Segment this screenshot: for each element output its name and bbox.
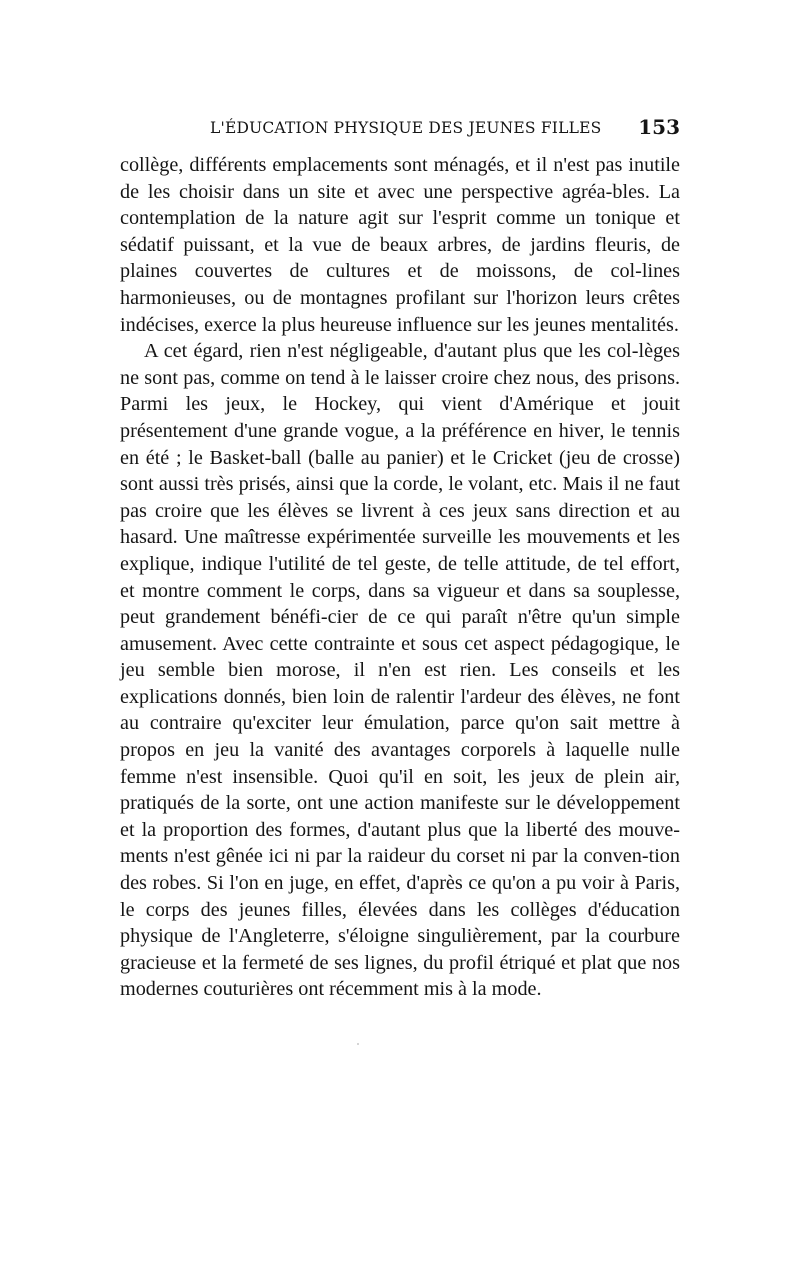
print-speck: [357, 1043, 359, 1045]
body-text: [120, 152, 680, 1003]
paragraph: A cet égard, rien n'est négligeable, d'autant plus que les col-lèges ne sont pas, comme on tend à le laisser croire chez nous, des prisons. Parmi les jeux, le Hockey, qui vient d'Amérique et jouit présentement d'une grande vogue, a la préférence en hiver, le tennis en été ; le Basket-ball (balle au panier) et le Cricket (jeu de crosse) sont aussi très prisés, ainsi que la corde, le volant, etc. Mais il ne faut pas croire que les élèves se livrent à ces jeux sans direction et au hasard. Une maîtresse expérimentée surveille les mouvements et les explique, indique l'utilité de tel geste, de telle attitude, de tel effort, et montre comment le corps, dans sa vigueur et dans sa souplesse, peut grandement bénéfi-cier de ce qui paraît n'être qu'un simple amusement. Avec cette contrainte et sous cet aspect pédagogique, le jeu semble bien morose, il n'en est rien. Les conseils et les explications donnés, bien loin de ralentir l'ardeur des élèves, ne font au contraire qu'exciter leur émulation, parce qu'on sait mettre à propos en jeu la vanité des avantages corporels à laquelle nulle femme n'est insensible. Quoi qu'il en soit, les jeux de plein air, pratiqués de la sorte, ont une action manifeste sur le développement et la proportion des formes, d'autant plus que la liberté des mouve-ments n'est gênée ici ni par la raideur du corset ni par la conven-tion des robes. Si l'on en juge, en effet, d'après ce qu'on a pu voir à Paris, le corps des jeunes filles, élevées dans les collèges d'éducation physique de l'Angleterre, s'éloigne singulièrement, par la courbure gracieuse et la fermeté de ses lignes, du profil étriqué et plat que nos modernes couturières ont récemment mis à la mode.: [120, 340, 680, 1001]
running-title: L'ÉDUCATION PHYSIQUE DES JEUNES FILLES: [210, 119, 602, 137]
page-header: [120, 115, 680, 142]
paragraph: collège, différents emplacements sont ménagés, et il n'est pas inutile de les choisir dans un site et avec une perspective agréa-bles. La contemplation de la nature agit sur l'esprit comme un tonique et sédatif puissant, et la vue de beaux arbres, de jardins fleuris, de plaines couvertes de cultures et de moissons, de col-lines harmonieuses, ou de montagnes profilant sur l'horizon leurs crêtes indécises, exerce la plus heureuse influence sur les jeunes mentalités.: [120, 154, 680, 336]
page-number: 153: [638, 115, 680, 139]
